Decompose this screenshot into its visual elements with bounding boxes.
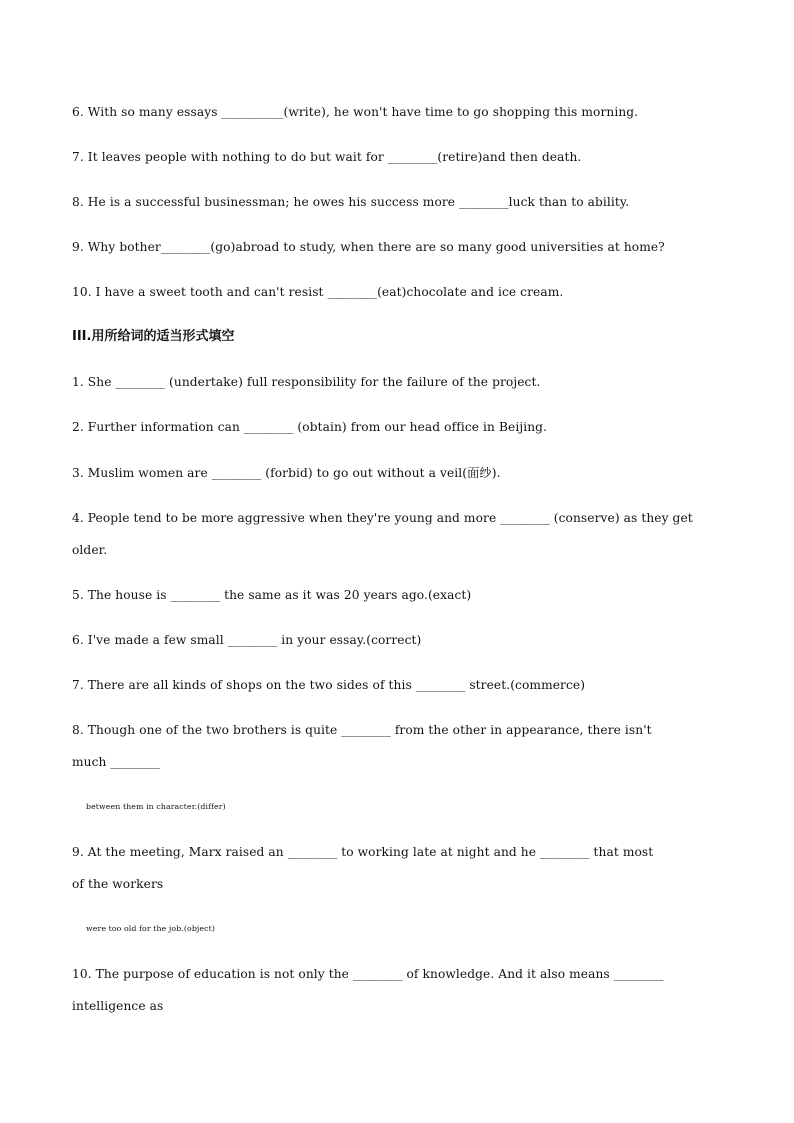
question-10-line-2: intelligence as [72, 999, 164, 1013]
question-7: 7. There are all kinds of shops on the two sides of this ________ street.(commerce) [72, 678, 586, 692]
question-3: 3. Muslim women are ________ (forbid) to go out without a veil(面纱). [72, 466, 501, 480]
question-9-line-2: of the workers [72, 877, 164, 891]
exercise-line-8: 8. He is a successful businessman; he owes his success more ________luck than to ability. [72, 195, 630, 209]
question-6: 6. I've made a few small ________ in your essay.(correct) [72, 633, 422, 647]
question-8-line-1: 8. Though one of the two brothers is quite ________ from the other in appearance, there isn't [72, 723, 652, 737]
question-8-line-3: between them in character.(differ) [86, 802, 226, 811]
exercise-line-6: 6. With so many essays __________(write), he won't have time to go shopping this morning. [72, 105, 639, 119]
exercise-line-9: 9. Why bother________(go)abroad to study, when there are so many good universities at home? [72, 240, 665, 254]
question-2: 2. Further information can ________ (obtain) from our head office in Beijing. [72, 420, 548, 434]
question-9-line-3: were too old for the job.(object) [86, 924, 215, 933]
question-4-line-1: 4. People tend to be more aggressive when they're young and more ________ (conserve) as they get [72, 511, 693, 525]
question-8-line-2: much ________ [72, 755, 161, 769]
exercise-line-10: 10. I have a sweet tooth and can't resist ________(eat)chocolate and ice cream. [72, 285, 564, 299]
question-9-line-1: 9. At the meeting, Marx raised an ________ to working late at night and he ________ that most [72, 845, 654, 859]
question-5: 5. The house is ________ the same as it was 20 years ago.(exact) [72, 588, 472, 602]
section-iii-heading: III.用所给词的适当形式填空 [72, 329, 235, 344]
exercise-line-7: 7. It leaves people with nothing to do but wait for ________(retire)and then death. [72, 150, 582, 164]
question-4-line-2: older. [72, 543, 108, 557]
question-1: 1. She ________ (undertake) full responsibility for the failure of the project. [72, 375, 541, 389]
question-10-line-1: 10. The purpose of education is not only the ________ of knowledge. And it also means ________ [72, 967, 664, 981]
